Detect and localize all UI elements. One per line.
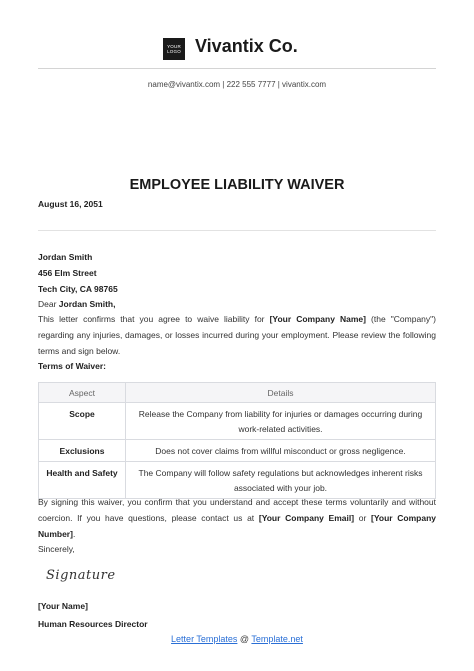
column-header-details: Details [126, 383, 436, 403]
intro-text-2: (the "Company") regarding any injuries, damages, or losses incurred during your employment. Please review the following terms and sign below. [38, 314, 436, 356]
letter-templates-link[interactable]: Letter Templates [171, 634, 238, 644]
table-row [39, 440, 436, 462]
intro-text-1: This letter confirms that you agree to waive liability for [38, 314, 270, 324]
closing-or: or [354, 513, 372, 523]
company-name: Vivantix Co. [195, 36, 298, 56]
table-header-row [39, 383, 436, 403]
row-aspect: Exclusions [39, 440, 126, 462]
intro-paragraph [38, 311, 436, 359]
sign-off: Sincerely, [38, 544, 75, 554]
email-placeholder: [Your Company Email] [258, 513, 355, 523]
recipient-name: Jordan Smith [38, 252, 93, 262]
contact-line: name@vivantix.com | 222 555 7777 | vivantix.com [147, 80, 327, 89]
row-details: Does not cover claims from willful misconduct or gross negligence. [126, 440, 436, 462]
salutation-name: Jordan Smith, [58, 299, 116, 309]
terms-heading: Terms of Waiver: [38, 361, 107, 371]
row-details: The Company will follow safety regulations but acknowledges inherent risks associated with your job. [126, 462, 436, 499]
logo-placeholder: YOUR LOGO [163, 38, 185, 60]
template-net-link[interactable]: Template.net [251, 634, 303, 644]
letter-date: August 16, 2051 [38, 199, 103, 209]
row-details: Release the Company from liability for injuries or damages occurring during work-related activities. [126, 403, 436, 440]
closing-text: By signing this waiver, you confirm that you understand and accept these terms voluntarily and without coercion. If you have questions, please contact us at [38, 497, 436, 523]
header-divider [38, 68, 436, 69]
sender-title: Human Resources Director [38, 619, 148, 629]
closing-end: . [72, 529, 76, 539]
closing-paragraph [38, 494, 436, 542]
row-aspect: Scope [39, 403, 126, 440]
sender-name: [Your Name] [38, 601, 88, 611]
letterhead [0, 36, 474, 64]
number-placeholder: [Your Company Number] [38, 513, 436, 539]
company-name-placeholder: [Your Company Name] [269, 314, 366, 324]
salutation-prefix: Dear [38, 299, 59, 309]
terms-table [38, 382, 436, 499]
table-row [39, 403, 436, 440]
recipient-city: Tech City, CA 98765 [38, 284, 118, 294]
document-title: EMPLOYEE LIABILITY WAIVER [129, 177, 345, 193]
table-row [39, 462, 436, 499]
date-divider [38, 230, 436, 231]
footer [0, 634, 474, 644]
recipient-street: 456 Elm Street [38, 268, 97, 278]
row-aspect: Health and Safety [39, 462, 126, 499]
column-header-aspect: Aspect [39, 383, 126, 403]
footer-separator: @ [237, 634, 252, 644]
signature: Signature [46, 568, 116, 583]
salutation [38, 299, 115, 310]
